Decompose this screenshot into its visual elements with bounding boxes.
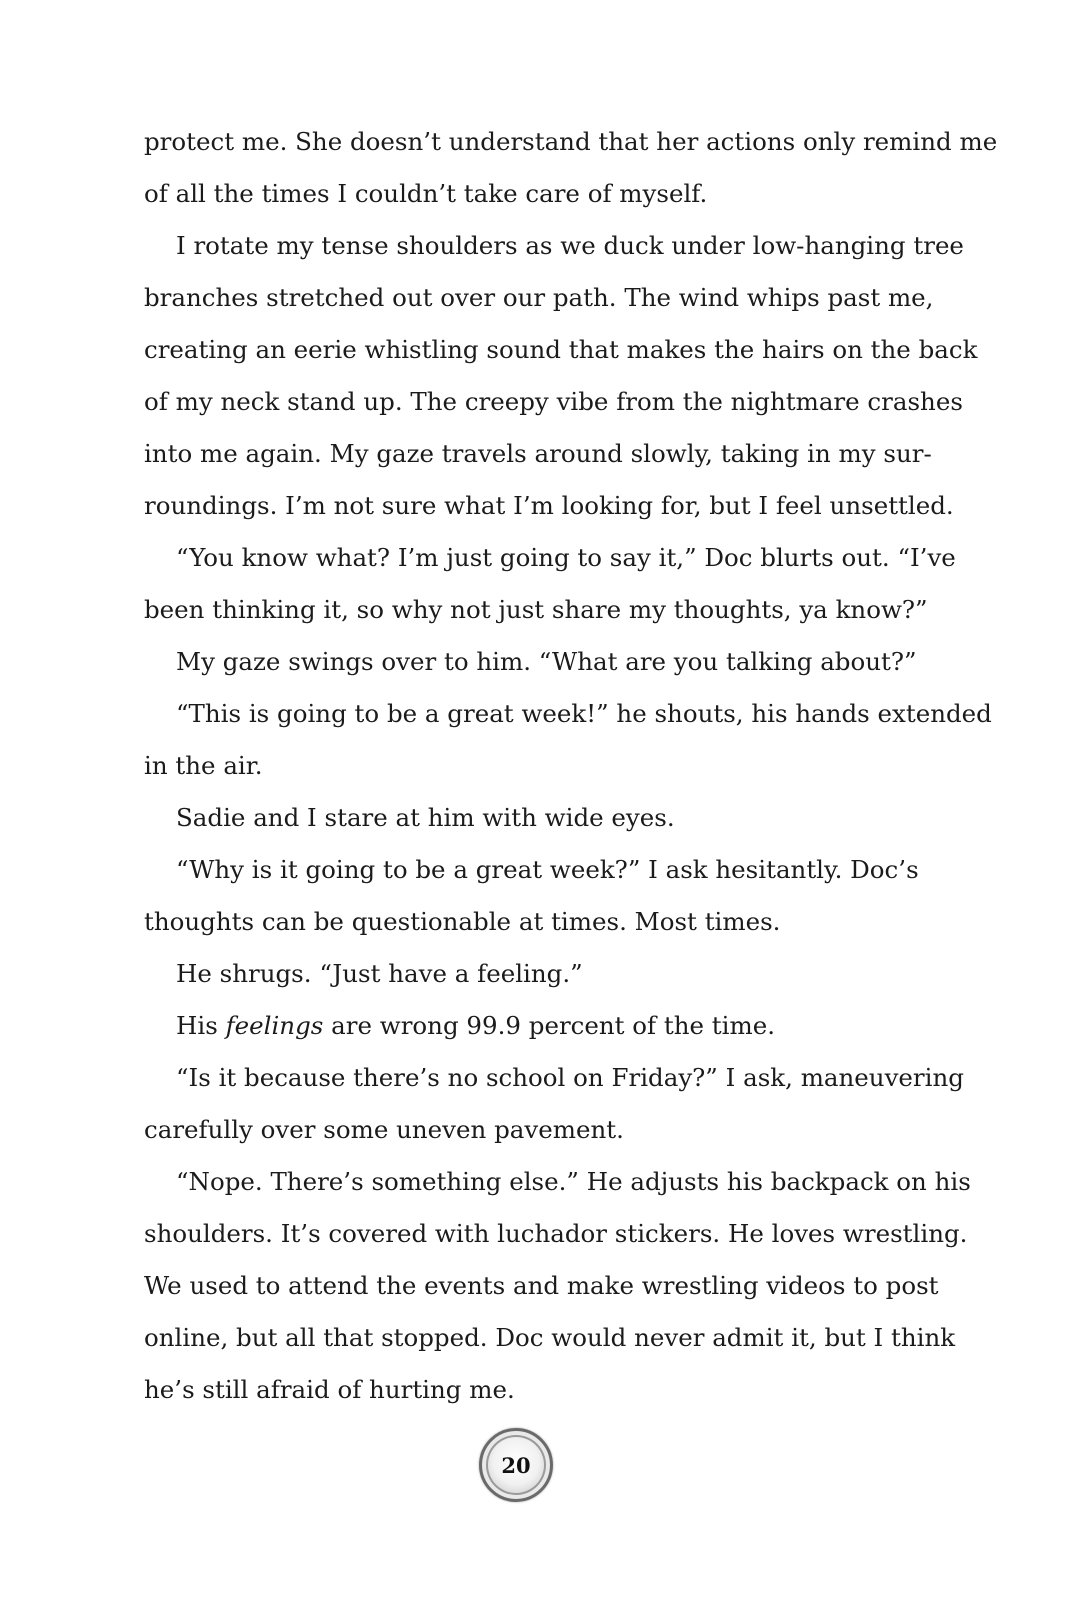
- text-line: of my neck stand up. The creepy vibe from the nightmare crashes: [144, 387, 963, 416]
- page-number: 20: [501, 1452, 531, 1478]
- text-line: online, but all that stopped. Doc would never admit it, but I think: [144, 1323, 956, 1352]
- text-line: roundings. I’m not sure what I’m looking for, but I feel unsettled.: [144, 491, 954, 520]
- text-line: I rotate my tense shoulders as we duck under low-hanging tree: [176, 231, 964, 260]
- text-line: of all the times I couldn’t take care of myself.: [144, 179, 708, 208]
- text-line: He shrugs. “Just have a feeling.”: [176, 959, 583, 988]
- text-line: His feelings are wrong 99.9 percent of the time.: [176, 1011, 776, 1040]
- body-text: [144, 116, 998, 1416]
- text-line: “Is it because there’s no school on Friday?” I ask, maneuvering: [176, 1063, 964, 1092]
- text-line: “Why is it going to be a great week?” I ask hesitantly. Doc’s: [176, 855, 919, 884]
- text-line: protect me. She doesn’t understand that her actions only remind me: [144, 127, 998, 156]
- text-line: thoughts can be questionable at times. Most times.: [144, 907, 781, 936]
- text-line: “Nope. There’s something else.” He adjusts his backpack on his: [176, 1167, 971, 1196]
- text-line: We used to attend the events and make wrestling videos to post: [144, 1271, 939, 1300]
- text-line: he’s still afraid of hurting me.: [144, 1375, 515, 1404]
- text-line: shoulders. It’s covered with luchador stickers. He loves wrestling.: [144, 1219, 968, 1248]
- text-line: “This is going to be a great week!” he shouts, his hands extended: [176, 699, 992, 728]
- text-line: Sadie and I stare at him with wide eyes.: [176, 803, 675, 832]
- page-number-badge: [479, 1428, 553, 1502]
- text-line: branches stretched out over our path. The wind whips past me,: [144, 283, 934, 312]
- text-line: been thinking it, so why not just share my thoughts, ya know?”: [144, 595, 928, 624]
- text-line: into me again. My gaze travels around slowly, taking in my sur-: [144, 439, 932, 468]
- text-line: in the air.: [144, 751, 263, 780]
- text-line: “You know what? I’m just going to say it,” Doc blurts out. “I’ve: [176, 543, 956, 572]
- emphasis-feelings: feelings: [225, 1011, 324, 1040]
- text-line: carefully over some uneven pavement.: [144, 1115, 624, 1144]
- text-line: creating an eerie whistling sound that makes the hairs on the back: [144, 335, 978, 364]
- text-line: My gaze swings over to him. “What are you talking about?”: [176, 647, 917, 676]
